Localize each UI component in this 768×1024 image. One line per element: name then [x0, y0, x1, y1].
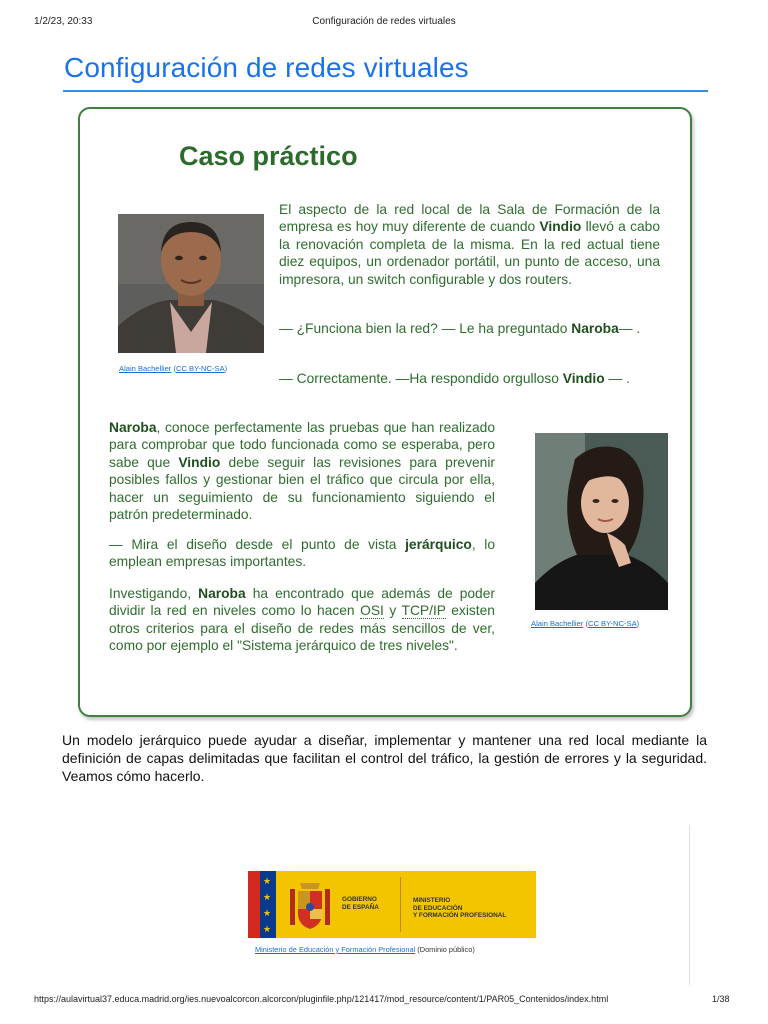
side-divider: [689, 825, 690, 985]
naroba-text-2: debe seguir las revisiones para prevenir posibles fallos y gestionar bien el tráfico que circula por ella, hacer un seguimiento de su funcionamiento siguiendo el patrón predeterminado.: [109, 454, 495, 523]
investigating-paragraph: [109, 585, 495, 655]
print-header-title: Configuración de redes virtuales: [312, 16, 456, 27]
naroba-paragraph: [109, 419, 495, 523]
star-icon: ★: [263, 892, 272, 902]
design-text-1: — Mira el diseño desde el punto de vista: [109, 537, 406, 552]
name-vindio: Vindio: [562, 371, 605, 386]
print-date: 1/2/23, 20:33: [34, 16, 93, 27]
logo-divider: [400, 877, 401, 932]
case-intro-paragraph: [279, 201, 660, 288]
dialog-question-text: — ¿Funciona bien la red? — Le ha preguntado: [279, 321, 572, 336]
caption-paren-close: ): [636, 619, 640, 628]
name-naroba: Naroba: [571, 321, 619, 336]
glossary-tcpip[interactable]: TCP/IP: [401, 603, 446, 619]
caption-paren-open: (: [583, 619, 588, 628]
logo-flag-red: [248, 871, 260, 938]
glossary-osi[interactable]: OSI: [360, 603, 384, 619]
ministry-logo: [248, 871, 536, 938]
investigating-text-0: Investigando,: [109, 586, 199, 601]
design-text-2: , lo emplean empresas importantes.: [109, 537, 495, 570]
star-icon: ★: [263, 924, 272, 934]
name-naroba: Naroba: [198, 586, 246, 601]
logo-ministerio-text: MINISTERIO DE EDUCACIÓN Y FORMACIÓN PROFESIONAL: [413, 897, 507, 920]
page-title: Configuración de redes virtuales: [64, 52, 469, 83]
logo-gobierno-text: GOBIERNO DE ESPAÑA: [342, 896, 379, 911]
investigating-text-3: existen otros criterios para el diseño de redes más sencillos de ver, como por ejemplo el "Sistema jerárquico de tres niveles".: [109, 603, 495, 654]
logo-flag-blue: [260, 871, 276, 938]
print-page-number: 1/38: [712, 994, 730, 1004]
name-vindio: Vindio: [178, 454, 221, 470]
print-url: https://aulavirtual37.educa.madrid.org/ies.nuevoalcorcon.alcorcon/pluginfile.php/121417/mod_resource/content/1/PAR05_Contenidos/index.html: [34, 994, 609, 1004]
logo-caption: [255, 945, 475, 954]
dialog-question: [279, 320, 660, 337]
photo-woman-author-link[interactable]: Alain Bachellier: [531, 619, 584, 628]
term-jerarquico: jerárquico: [405, 537, 472, 552]
dialog-question-end: — .: [618, 321, 641, 336]
dialog-answer: [279, 370, 660, 387]
naroba-text-1: , conoce perfectamente las pruebas que han realizado para comprobar que todo funcionada como se esperaba, pero sabe que: [109, 420, 495, 470]
photo-woman-license-link[interactable]: CC BY-NC-SA: [587, 619, 637, 628]
photo-man-license-link[interactable]: CC BY-NC-SA: [175, 364, 225, 373]
caption-paren-open: (: [171, 364, 176, 373]
logo-caption-license: (Dominio público): [415, 945, 475, 954]
investigating-text-1: ha encontrado que además de poder dividir la red en niveles como lo hacen: [109, 586, 495, 619]
photo-man-caption: [119, 364, 227, 373]
dialog-answer-text: — Correctamente. —Ha respondido orgulloso: [279, 371, 563, 386]
star-icon: ★: [263, 908, 272, 918]
name-naroba: Naroba: [109, 420, 157, 435]
photo-woman-caption: [531, 619, 639, 628]
photo-woman: [535, 433, 668, 610]
intro-text-2: llevó a cabo la renovación completa de la misma. En la red actual tiene diez equipos, un ordenador portátil, un punto de acceso, una impresora, un switch configurable y dos routers.: [279, 219, 661, 287]
design-paragraph: [109, 536, 495, 571]
photo-man-author-link[interactable]: Alain Bachellier: [119, 364, 172, 373]
title-divider: [63, 90, 708, 92]
coat-of-arms-icon: [288, 879, 332, 931]
case-study-heading: Caso práctico: [179, 141, 358, 171]
name-vindio: Vindio: [539, 219, 582, 235]
star-icon: ★: [263, 876, 272, 886]
ministry-link[interactable]: Ministerio de Educación y Formación Profesional: [255, 945, 416, 954]
body-paragraph: Un modelo jerárquico puede ayudar a diseñar, implementar y mantener una red local mediante la definición de capas delimitadas que facilitan el control del tráfico, la gestión de errores y la seguridad. Veamos cómo hacerlo.: [62, 732, 707, 784]
photo-man: [118, 214, 264, 353]
caption-paren-close: ): [224, 364, 228, 373]
investigating-text-2: y: [383, 603, 402, 619]
intro-text-1: El aspecto de la red local de la Sala de Formación de la empresa es hoy muy diferente de cuando: [279, 202, 660, 235]
dialog-answer-end: — .: [604, 371, 630, 386]
